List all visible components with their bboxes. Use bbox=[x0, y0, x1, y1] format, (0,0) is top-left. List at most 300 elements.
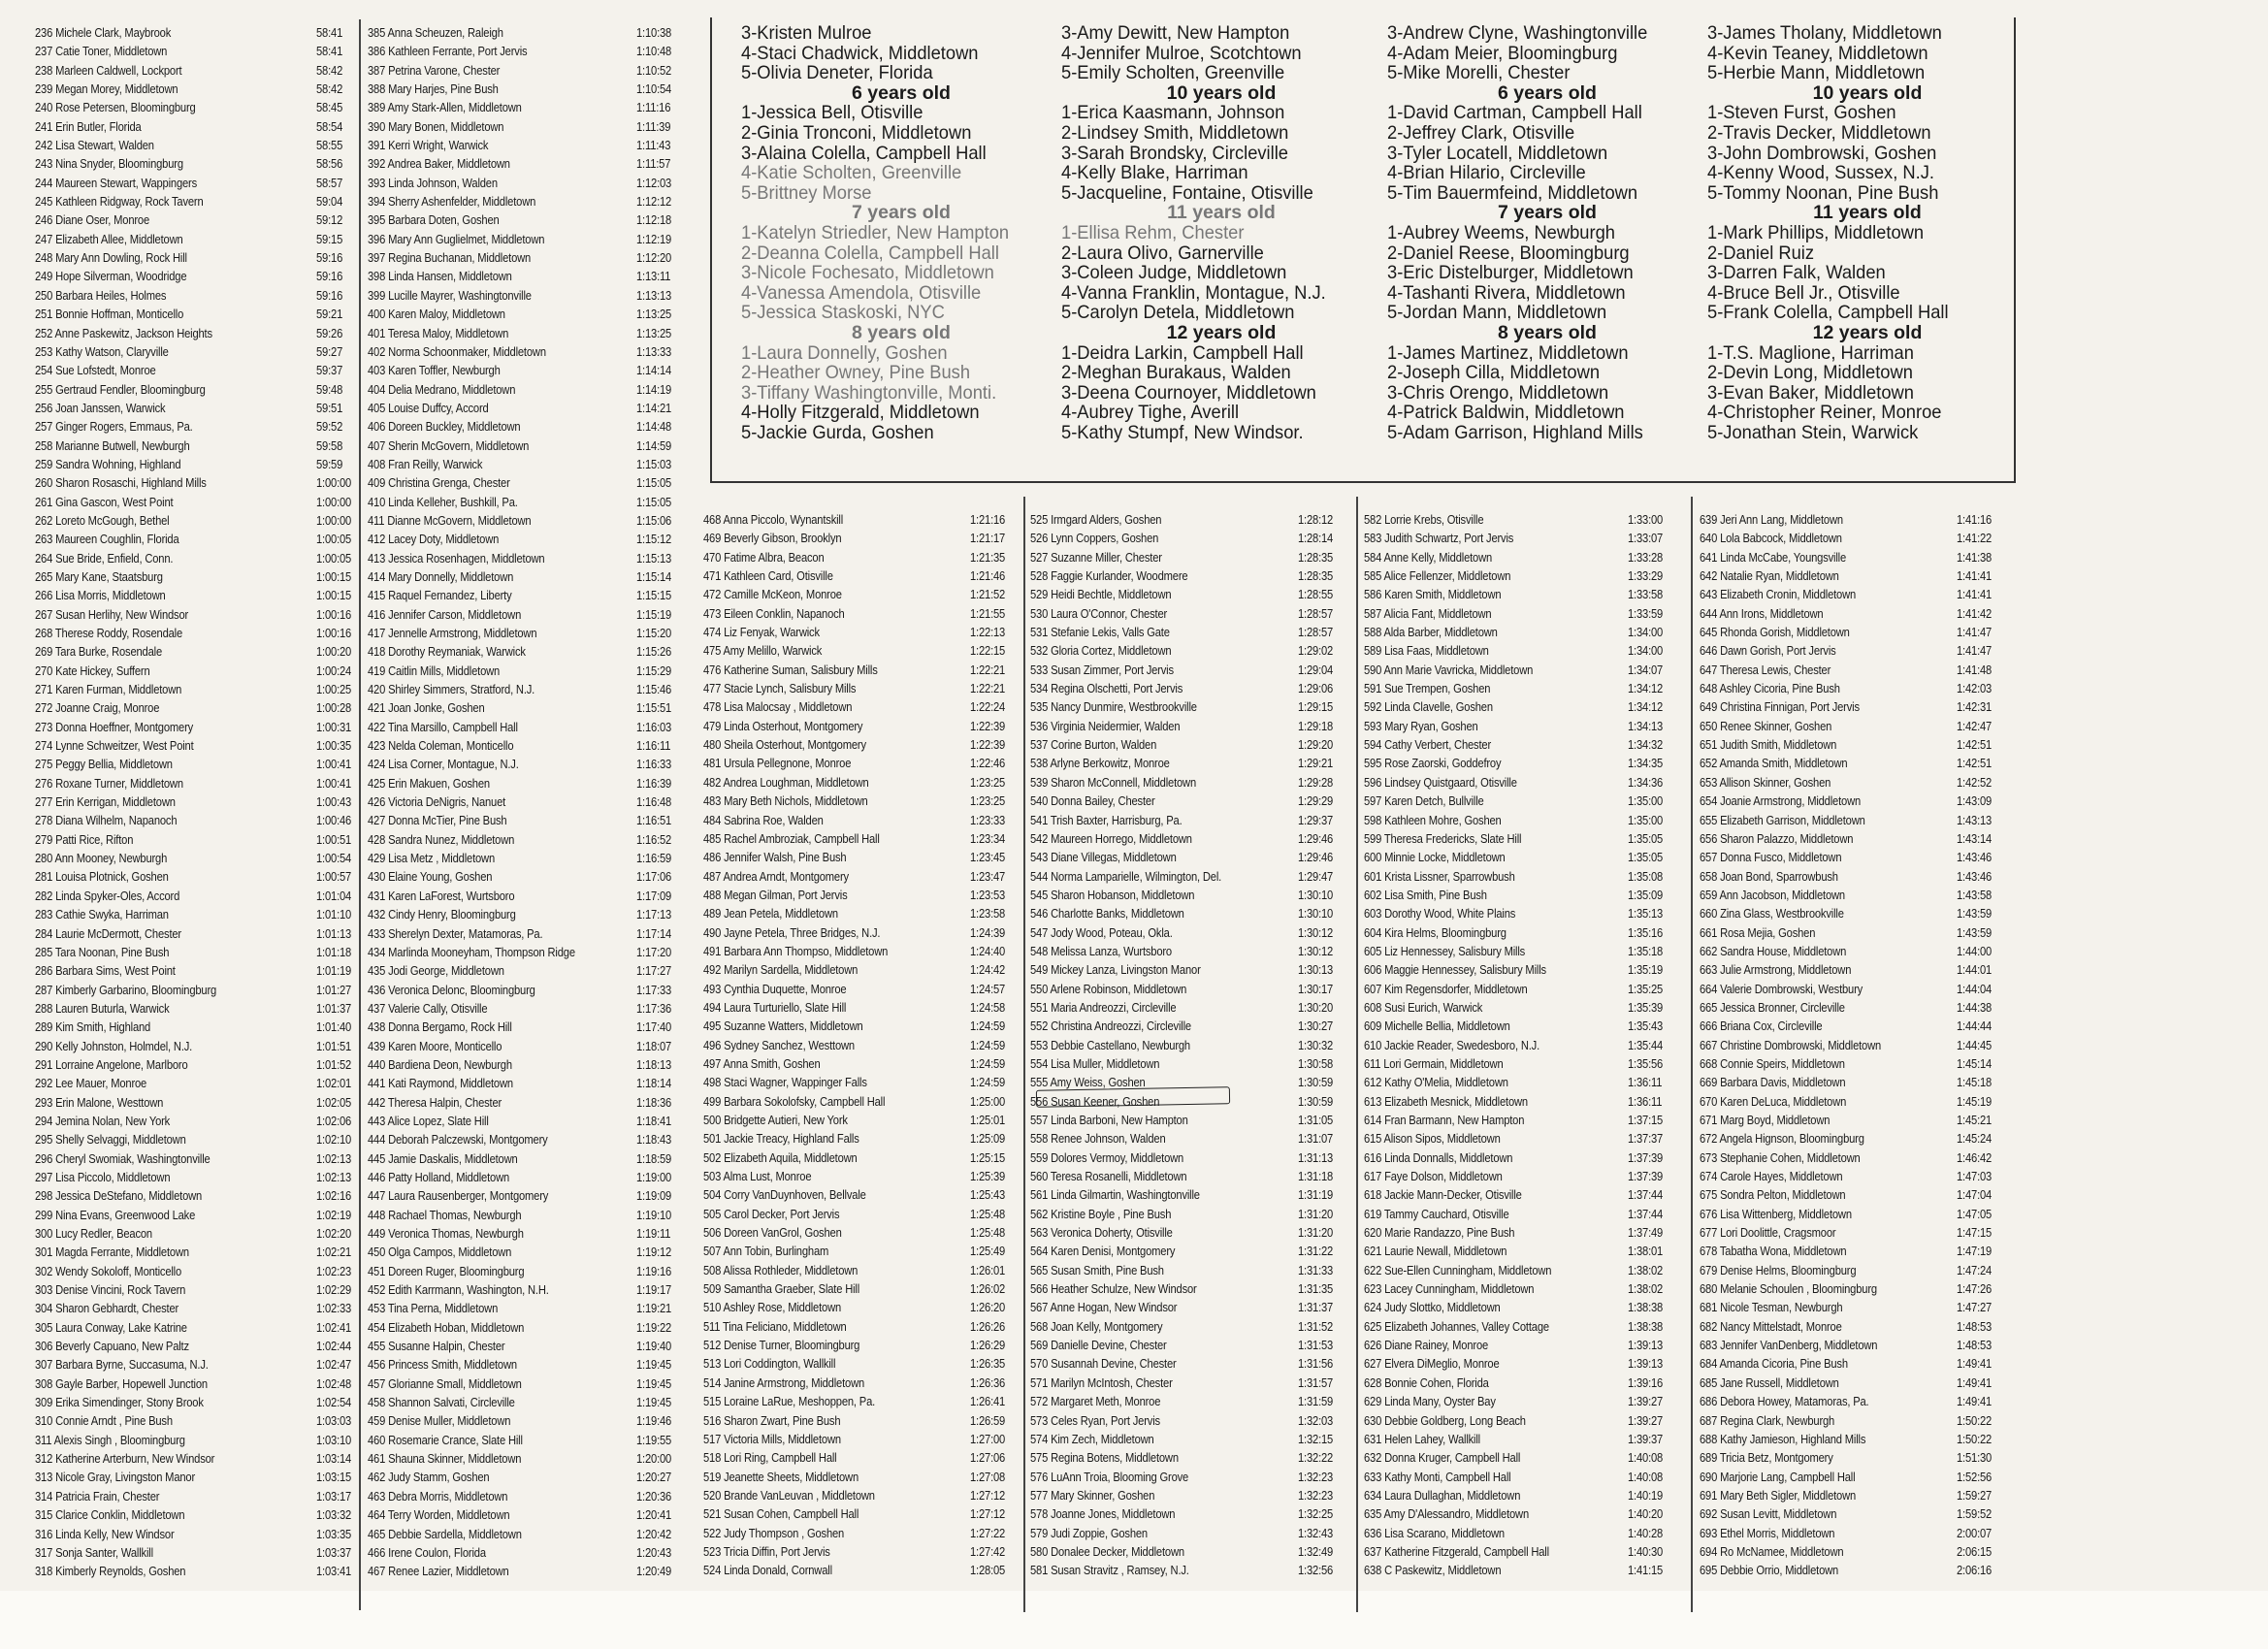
runner-name: 631 Helen Lahey, Wallkill bbox=[1364, 1431, 1480, 1446]
runner-name: 511 Tina Feliciano, Middletown bbox=[703, 1318, 847, 1334]
runner-name: 457 Glorianne Small, Middletown bbox=[368, 1375, 522, 1391]
runner-name: 317 Sonja Santer, Wallkill bbox=[35, 1544, 153, 1560]
runner-name: 296 Cheryl Swomiak, Washingtonville bbox=[35, 1150, 211, 1166]
finish-time: 1:47:15 bbox=[1957, 1225, 1993, 1241]
runner-name: 303 Denise Vincini, Rock Tavern bbox=[35, 1282, 186, 1298]
runner-name: 305 Laura Conway, Lake Katrine bbox=[35, 1319, 187, 1335]
runner-name: 542 Maureen Horrego, Middletown bbox=[1030, 830, 1192, 846]
runner-name: 469 Beverly Gibson, Brooklyn bbox=[703, 531, 842, 546]
finish-time: 1:16:52 bbox=[636, 831, 672, 847]
finish-time: 1:59:52 bbox=[1957, 1506, 1993, 1522]
finish-time: 1:48:53 bbox=[1957, 1318, 1993, 1334]
finish-time: 1:18:36 bbox=[636, 1094, 672, 1110]
runner-name: 641 Linda McCabe, Youngsville bbox=[1700, 549, 1847, 565]
runner-name: 285 Tara Noonan, Pine Bush bbox=[35, 944, 170, 959]
age-group-heading: 8 years old bbox=[1498, 321, 1597, 343]
finish-time: 1:19:11 bbox=[636, 1226, 671, 1241]
runner-name: 458 Shannon Salvati, Circleville bbox=[368, 1395, 515, 1410]
age-group-heading: 8 years old bbox=[852, 321, 951, 343]
runner-name: 656 Sharon Palazzo, Middletown bbox=[1700, 830, 1854, 846]
runner-name: 596 Lindsey Quistgaard, Otisville bbox=[1364, 774, 1517, 790]
runner-name: 610 Jackie Reader, Swedesboro, N.J. bbox=[1364, 1037, 1540, 1052]
finish-time: 1:41:41 bbox=[1957, 568, 1993, 584]
runner-name: 616 Linda Donnalls, Middletown bbox=[1364, 1149, 1513, 1165]
runner-name: 450 Olga Campos, Middletown bbox=[368, 1245, 512, 1260]
finish-time: 1:40:19 bbox=[1628, 1487, 1664, 1503]
finish-time: 1:00:24 bbox=[316, 663, 352, 678]
runner-name: 414 Mary Donnelly, Middletown bbox=[368, 568, 514, 584]
finish-time: 1:16:39 bbox=[636, 775, 672, 791]
runner-name: 287 Kimberly Garbarino, Bloomingburg bbox=[35, 982, 217, 997]
runner-name: 669 Barbara Davis, Middletown bbox=[1700, 1075, 1846, 1090]
finish-time: 1:18:59 bbox=[636, 1150, 672, 1166]
finish-time: 1:37:39 bbox=[1628, 1169, 1664, 1184]
finish-time: 1:50:22 bbox=[1957, 1412, 1993, 1428]
runner-name: 617 Faye Dolson, Middletown bbox=[1364, 1169, 1503, 1184]
finish-time: 59:04 bbox=[316, 194, 343, 210]
runner-name: 584 Anne Kelly, Middletown bbox=[1364, 549, 1493, 565]
runner-name: 298 Jessica DeStefano, Middletown bbox=[35, 1188, 203, 1204]
runner-name: 306 Beverly Capuano, New Paltz bbox=[35, 1339, 189, 1354]
finish-time: 1:00:31 bbox=[316, 719, 352, 734]
runner-name: 241 Erin Butler, Florida bbox=[35, 118, 142, 134]
finish-time: 1:27:42 bbox=[970, 1543, 1006, 1559]
runner-name: 531 Stefanie Lekis, Valls Gate bbox=[1030, 625, 1170, 640]
finish-time: 1:41:48 bbox=[1957, 662, 1993, 677]
finish-time: 1:26:59 bbox=[970, 1412, 1006, 1428]
runner-name: 244 Maureen Stewart, Wappingers bbox=[35, 175, 198, 190]
finish-time: 1:18:43 bbox=[636, 1132, 672, 1148]
finish-time: 1:20:36 bbox=[636, 1488, 672, 1504]
finish-time: 1:39:16 bbox=[1628, 1374, 1664, 1390]
runner-name: 630 Debbie Goldberg, Long Beach bbox=[1364, 1412, 1526, 1428]
finish-time: 1:31:59 bbox=[1298, 1394, 1334, 1409]
runner-name: 627 Elvera DiMeglio, Monroe bbox=[1364, 1356, 1500, 1372]
runner-name: 301 Magda Ferrante, Middletown bbox=[35, 1245, 189, 1260]
finish-time: 1:30:20 bbox=[1298, 999, 1334, 1015]
finish-time: 1:19:46 bbox=[636, 1413, 672, 1429]
runner-name: 442 Theresa Halpin, Chester bbox=[368, 1094, 502, 1110]
kids-results-box bbox=[710, 17, 2016, 483]
runner-name: 256 Joan Janssen, Warwick bbox=[35, 400, 166, 415]
finish-time: 1:02:54 bbox=[316, 1395, 352, 1410]
runner-name: 647 Theresa Lewis, Chester bbox=[1700, 662, 1831, 677]
kid-result: 3-Tyler Locatell, Middletown bbox=[1387, 142, 1608, 164]
finish-time: 1:27:12 bbox=[970, 1506, 1006, 1522]
runner-name: 678 Tabatha Wona, Middletown bbox=[1700, 1244, 1847, 1259]
finish-time: 1:28:05 bbox=[970, 1563, 1006, 1578]
finish-time: 1:20:49 bbox=[636, 1564, 672, 1579]
runner-name: 406 Doreen Buckley, Middletown bbox=[368, 419, 521, 435]
finish-time: 1:42:31 bbox=[1957, 699, 1993, 715]
finish-time: 1:29:46 bbox=[1298, 830, 1334, 846]
finish-time: 1:27:08 bbox=[970, 1469, 1006, 1484]
finish-time: 1:23:34 bbox=[970, 830, 1006, 846]
runner-name: 509 Samantha Graeber, Slate Hill bbox=[703, 1281, 860, 1297]
runner-name: 452 Edith Karrmann, Washington, N.H. bbox=[368, 1282, 549, 1298]
finish-time: 58:56 bbox=[316, 156, 343, 172]
finish-time: 1:29:15 bbox=[1298, 699, 1334, 715]
runner-name: 659 Ann Jacobson, Middletown bbox=[1700, 887, 1845, 902]
runner-name: 312 Katherine Arterburn, New Windsor bbox=[35, 1451, 215, 1467]
finish-time: 1:16:51 bbox=[636, 813, 672, 828]
runner-name: 309 Erika Simendinger, Stony Brook bbox=[35, 1395, 204, 1410]
finish-time: 59:16 bbox=[316, 269, 343, 284]
runner-name: 413 Jessica Rosenhagen, Middletown bbox=[368, 550, 545, 566]
finish-time: 1:02:48 bbox=[316, 1375, 352, 1391]
finish-time: 1:48:53 bbox=[1957, 1338, 1993, 1353]
runner-name: 689 Tricia Betz, Montgomery bbox=[1700, 1450, 1833, 1466]
finish-time: 1:19:16 bbox=[636, 1263, 672, 1278]
runner-name: 391 Kerri Wright, Warwick bbox=[368, 138, 489, 153]
finish-time: 1:15:03 bbox=[636, 456, 672, 471]
finish-time: 1:01:52 bbox=[316, 1056, 352, 1072]
kid-result: 4-Staci Chadwick, Middletown bbox=[741, 42, 979, 64]
finish-time: 1:02:16 bbox=[316, 1188, 352, 1204]
runner-name: 549 Mickey Lanza, Livingston Manor bbox=[1030, 962, 1201, 978]
finish-time: 1:47:05 bbox=[1957, 1206, 1993, 1221]
finish-time: 1:59:27 bbox=[1957, 1487, 1993, 1503]
finish-time: 1:17:20 bbox=[636, 944, 672, 959]
finish-time: 1:19:45 bbox=[636, 1357, 672, 1373]
finish-time: 1:40:08 bbox=[1628, 1469, 1664, 1484]
runner-name: 438 Donna Bergamo, Rock Hill bbox=[368, 1019, 512, 1035]
finish-time: 59:12 bbox=[316, 212, 343, 228]
finish-time: 1:21:55 bbox=[970, 605, 1006, 621]
runner-name: 395 Barbara Doten, Goshen bbox=[368, 212, 500, 228]
runner-name: 441 Kati Raymond, Middletown bbox=[368, 1076, 513, 1091]
runner-name: 412 Lacey Doty, Middletown bbox=[368, 532, 500, 547]
runner-name: 243 Nina Snyder, Bloomingburg bbox=[35, 156, 183, 172]
runner-name: 694 Ro McNamee, Middletown bbox=[1700, 1543, 1844, 1559]
runner-name: 521 Susan Cohen, Campbell Hall bbox=[703, 1506, 859, 1522]
finish-time: 1:29:46 bbox=[1298, 850, 1334, 865]
runner-name: 308 Gayle Barber, Hopewell Junction bbox=[35, 1375, 208, 1391]
finish-time: 58:45 bbox=[316, 100, 343, 115]
finish-time: 1:45:18 bbox=[1957, 1075, 1993, 1090]
runner-name: 396 Mary Ann Guglielmet, Middletown bbox=[368, 231, 545, 246]
finish-time: 1:25:48 bbox=[970, 1225, 1006, 1241]
finish-time: 1:25:43 bbox=[970, 1187, 1006, 1203]
runner-name: 393 Linda Johnson, Walden bbox=[368, 175, 498, 190]
finish-time: 1:19:00 bbox=[636, 1169, 672, 1184]
runner-name: 272 Joanne Craig, Monroe bbox=[35, 700, 160, 716]
kid-result: 3-Chris Orengo, Middletown bbox=[1387, 381, 1609, 404]
runner-name: 269 Tara Burke, Rosendale bbox=[35, 644, 162, 660]
runner-name: 262 Loreto McGough, Bethel bbox=[35, 512, 170, 528]
runner-name: 385 Anna Scheuzen, Raleigh bbox=[368, 25, 503, 40]
finish-time: 1:32:22 bbox=[1298, 1450, 1334, 1466]
kid-result: 3-John Dombrowski, Goshen bbox=[1707, 142, 1937, 164]
finish-time: 1:20:42 bbox=[636, 1526, 672, 1541]
finish-time: 1:18:14 bbox=[636, 1076, 672, 1091]
kid-result: 4-Tashanti Rivera, Middletown bbox=[1387, 281, 1626, 304]
kid-result: 5-Frank Colella, Campbell Hall bbox=[1707, 302, 1949, 324]
finish-time: 1:30:10 bbox=[1298, 887, 1334, 902]
kids-column-girls-a bbox=[741, 23, 1061, 442]
runner-name: 695 Debbie Orrio, Middletown bbox=[1700, 1563, 1839, 1578]
runner-name: 622 Sue-Ellen Cunningham, Middletown bbox=[1364, 1262, 1552, 1277]
finish-time: 1:31:07 bbox=[1298, 1131, 1334, 1147]
runner-name: 290 Kelly Johnston, Holmdel, N.J. bbox=[35, 1038, 193, 1053]
runner-name: 496 Sydney Sanchez, Westtown bbox=[703, 1037, 855, 1052]
handwritten-box-mark bbox=[1036, 1086, 1230, 1107]
kid-result: 2-Ginia Tronconi, Middletown bbox=[741, 121, 972, 144]
runner-name: 635 Amy D'Alessandro, Middletown bbox=[1364, 1506, 1530, 1522]
age-group-heading: 6 years old bbox=[1498, 81, 1597, 104]
kid-result: 2-Devin Long, Middletown bbox=[1707, 362, 1913, 384]
finish-time: 1:46:42 bbox=[1957, 1149, 1993, 1165]
finish-time: 1:22:21 bbox=[970, 662, 1006, 677]
finish-time: 1:18:41 bbox=[636, 1113, 672, 1128]
kid-result: 1-Jessica Bell, Otisville bbox=[741, 102, 923, 124]
finish-time: 1:44:38 bbox=[1957, 999, 1993, 1015]
finish-time: 1:23:25 bbox=[970, 793, 1006, 809]
finish-time: 1:30:17 bbox=[1298, 981, 1334, 996]
finish-time: 1:12:20 bbox=[636, 250, 672, 266]
kid-result: 2-Daniel Reese, Bloomingburg bbox=[1387, 242, 1630, 264]
finish-time: 1:15:06 bbox=[636, 512, 672, 528]
runner-name: 430 Elaine Young, Goshen bbox=[368, 869, 493, 885]
runner-name: 559 Dolores Vermoy, Middletown bbox=[1030, 1149, 1184, 1165]
kid-result: 1-T.S. Maglione, Harriman bbox=[1707, 341, 1914, 364]
finish-time: 1:45:21 bbox=[1957, 1113, 1993, 1127]
finish-time: 1:17:14 bbox=[636, 925, 672, 941]
runner-name: 397 Regina Buchanan, Middletown bbox=[368, 250, 532, 266]
runner-name: 555 Amy Weiss, Goshen bbox=[1030, 1075, 1146, 1090]
finish-time: 1:37:15 bbox=[1628, 1113, 1664, 1127]
runner-name: 513 Lori Coddington, Wallkill bbox=[703, 1356, 836, 1372]
runner-name: 599 Theresa Fredericks, Slate Hill bbox=[1364, 830, 1522, 846]
runner-name: 282 Linda Spyker-Oles, Accord bbox=[35, 888, 180, 903]
finish-time: 1:35:19 bbox=[1628, 962, 1664, 978]
finish-time: 1:34:13 bbox=[1628, 718, 1664, 733]
runner-name: 279 Patti Rice, Rifton bbox=[35, 831, 134, 847]
runner-name: 652 Amanda Smith, Middletown bbox=[1700, 756, 1848, 771]
finish-time: 1:44:45 bbox=[1957, 1037, 1993, 1052]
runner-name: 466 Irene Coulon, Florida bbox=[368, 1544, 486, 1560]
runner-name: 615 Alison Sipos, Middletown bbox=[1364, 1131, 1501, 1147]
finish-time: 1:32:03 bbox=[1298, 1412, 1334, 1428]
kid-result: 5-Kathy Stumpf, New Windsor. bbox=[1061, 421, 1304, 443]
runner-name: 585 Alice Fellenzer, Middletown bbox=[1364, 568, 1511, 584]
runner-name: 489 Jean Petela, Middletown bbox=[703, 906, 838, 922]
finish-time: 59:26 bbox=[316, 325, 343, 340]
runner-name: 260 Sharon Rosaschi, Highland Mills bbox=[35, 475, 207, 491]
finish-time: 1:12:03 bbox=[636, 175, 672, 190]
runner-name: 259 Sandra Wohning, Highland bbox=[35, 456, 181, 471]
runner-name: 310 Connie Arndt , Pine Bush bbox=[35, 1413, 173, 1429]
runner-name: 445 Jamie Daskalis, Middletown bbox=[368, 1150, 518, 1166]
kid-result: 3-James Tholany, Middletown bbox=[1707, 22, 1942, 44]
runner-name: 592 Linda Clavelle, Goshen bbox=[1364, 699, 1493, 715]
runner-name: 618 Jackie Mann-Decker, Otisville bbox=[1364, 1187, 1522, 1203]
runner-name: 399 Lucille Mayrer, Washingtonville bbox=[368, 287, 532, 303]
runner-name: 456 Princess Smith, Middletown bbox=[368, 1357, 517, 1373]
finish-time: 1:30:59 bbox=[1298, 1075, 1334, 1090]
runner-name: 684 Amanda Cicoria, Pine Bush bbox=[1700, 1356, 1848, 1372]
runner-name: 517 Victoria Mills, Middletown bbox=[703, 1431, 841, 1446]
runner-name: 692 Susan Levitt, Middletown bbox=[1700, 1506, 1837, 1522]
runner-name: 403 Karen Toffler, Newburgh bbox=[368, 363, 501, 378]
kid-result: 4-Christopher Reiner, Monroe bbox=[1707, 402, 1942, 424]
finish-time: 1:01:51 bbox=[316, 1038, 352, 1053]
column-rule bbox=[1356, 497, 1358, 1612]
finish-time: 1:44:01 bbox=[1957, 962, 1993, 978]
finish-time: 1:30:13 bbox=[1298, 962, 1334, 978]
runner-name: 601 Krista Lissner, Sparrowbush bbox=[1364, 868, 1515, 884]
runner-name: 273 Donna Hoeffner, Montgomery bbox=[35, 719, 194, 734]
runner-name: 431 Karen LaForest, Wurtsboro bbox=[368, 888, 515, 903]
runner-name: 576 LuAnn Troia, Blooming Grove bbox=[1030, 1469, 1189, 1484]
finish-time: 1:17:33 bbox=[636, 982, 672, 997]
finish-time: 1:26:01 bbox=[970, 1262, 1006, 1277]
finish-time: 1:12:19 bbox=[636, 231, 672, 246]
finish-time: 1:28:35 bbox=[1298, 549, 1334, 565]
age-group-heading: 6 years old bbox=[852, 81, 951, 104]
runner-name: 286 Barbara Sims, West Point bbox=[35, 963, 176, 979]
finish-time: 1:00:16 bbox=[316, 626, 352, 640]
finish-time: 1:31:13 bbox=[1298, 1149, 1334, 1165]
finish-time: 1:43:13 bbox=[1957, 812, 1993, 827]
runner-name: 545 Sharon Hobanson, Middletown bbox=[1030, 887, 1195, 902]
finish-time: 1:42:47 bbox=[1957, 718, 1993, 733]
runner-name: 433 Sherelyn Dexter, Matamoras, Pa. bbox=[368, 925, 543, 941]
finish-time: 1:20:00 bbox=[636, 1451, 672, 1467]
runner-name: 281 Louisa Plotnick, Goshen bbox=[35, 869, 169, 885]
runner-name: 467 Renee Lazier, Middletown bbox=[368, 1564, 509, 1579]
runner-name: 608 Susi Eurich, Warwick bbox=[1364, 999, 1483, 1015]
finish-time: 1:21:52 bbox=[970, 587, 1006, 602]
runner-name: 283 Cathie Swyka, Harriman bbox=[35, 907, 169, 922]
kid-result: 4-Kenny Wood, Sussex, N.J. bbox=[1707, 162, 1934, 184]
finish-time: 1:00:57 bbox=[316, 869, 352, 885]
finish-time: 1:15:20 bbox=[636, 626, 672, 640]
age-group-heading: 11 years old bbox=[1813, 202, 1922, 224]
runner-name: 620 Marie Randazzo, Pine Bush bbox=[1364, 1225, 1515, 1241]
runner-name: 588 Alda Barber, Middletown bbox=[1364, 625, 1498, 640]
runner-name: 657 Donna Fusco, Middletown bbox=[1700, 850, 1842, 865]
runner-name: 476 Katherine Suman, Salisbury Mills bbox=[703, 662, 878, 677]
runner-name: 575 Regina Botens, Middletown bbox=[1030, 1450, 1179, 1466]
finish-time: 59:48 bbox=[316, 381, 343, 397]
finish-time: 1:26:02 bbox=[970, 1281, 1006, 1297]
runner-name: 687 Regina Clark, Newburgh bbox=[1700, 1412, 1835, 1428]
finish-time: 1:35:13 bbox=[1628, 906, 1664, 922]
runner-name: 629 Linda Many, Oyster Bay bbox=[1364, 1394, 1496, 1409]
finish-time: 1:24:59 bbox=[970, 1018, 1006, 1034]
finish-time: 1:35:18 bbox=[1628, 943, 1664, 958]
finish-time: 1:35:00 bbox=[1628, 793, 1664, 809]
finish-time: 59:52 bbox=[316, 419, 343, 435]
finish-time: 1:03:32 bbox=[316, 1507, 352, 1523]
finish-time: 1:00:35 bbox=[316, 738, 352, 754]
finish-time: 1:31:19 bbox=[1298, 1187, 1334, 1203]
runner-name: 547 Jody Wood, Poteau, Okla. bbox=[1030, 924, 1173, 940]
kid-result: 5-Herbie Mann, Middletown bbox=[1707, 62, 1926, 84]
runner-name: 515 Loraine LaRue, Meshoppen, Pa. bbox=[703, 1394, 876, 1409]
finish-time: 1:29:37 bbox=[1298, 812, 1334, 827]
runner-name: 390 Mary Bonen, Middletown bbox=[368, 118, 504, 134]
kid-result: 5-Olivia Deneter, Florida bbox=[741, 62, 933, 84]
finish-time: 1:00:51 bbox=[316, 831, 352, 847]
runner-name: 668 Connie Speirs, Middletown bbox=[1700, 1055, 1845, 1071]
kid-result: 4-Adam Meier, Bloomingburg bbox=[1387, 42, 1618, 64]
finish-time: 1:00:00 bbox=[316, 512, 352, 528]
finish-time: 1:33:28 bbox=[1628, 549, 1664, 565]
runner-name: 670 Karen DeLuca, Middletown bbox=[1700, 1093, 1847, 1109]
runner-name: 685 Jane Russell, Middletown bbox=[1700, 1374, 1839, 1390]
kids-column-boys-b bbox=[1707, 23, 2027, 442]
finish-time: 1:35:56 bbox=[1628, 1055, 1664, 1071]
finish-time: 1:29:18 bbox=[1298, 718, 1334, 733]
runner-name: 404 Delia Medrano, Middletown bbox=[368, 381, 516, 397]
runner-name: 487 Andrea Arndt, Montgomery bbox=[703, 868, 849, 884]
runner-name: 540 Donna Bailey, Chester bbox=[1030, 793, 1155, 809]
finish-time: 1:47:27 bbox=[1957, 1300, 1993, 1315]
kid-result: 1-David Cartman, Campbell Hall bbox=[1387, 102, 1642, 124]
runner-name: 453 Tina Perna, Middletown bbox=[368, 1301, 499, 1316]
runner-name: 249 Hope Silverman, Woodridge bbox=[35, 269, 187, 284]
finish-time: 1:49:41 bbox=[1957, 1394, 1993, 1409]
finish-time: 1:39:13 bbox=[1628, 1356, 1664, 1372]
kid-result: 4-Bruce Bell Jr., Otisville bbox=[1707, 281, 1900, 304]
finish-time: 1:43:14 bbox=[1957, 830, 1993, 846]
finish-time: 1:11:57 bbox=[636, 156, 671, 172]
runner-name: 432 Cindy Henry, Bloomingburg bbox=[368, 907, 516, 922]
finish-time: 1:26:26 bbox=[970, 1318, 1006, 1334]
finish-time: 1:30:59 bbox=[1298, 1093, 1334, 1109]
finish-time: 1:01:13 bbox=[316, 925, 352, 941]
finish-time: 1:02:33 bbox=[316, 1301, 352, 1316]
finish-time: 1:15:46 bbox=[636, 682, 672, 697]
runner-name: 593 Mary Ryan, Goshen bbox=[1364, 718, 1478, 733]
finish-time: 1:14:14 bbox=[636, 363, 672, 378]
finish-time: 1:22:13 bbox=[970, 625, 1006, 640]
finish-time: 1:00:46 bbox=[316, 813, 352, 828]
finish-time: 1:26:29 bbox=[970, 1338, 1006, 1353]
finish-time: 1:32:49 bbox=[1298, 1543, 1334, 1559]
runner-name: 294 Jemina Nolan, New York bbox=[35, 1113, 171, 1128]
finish-time: 1:19:40 bbox=[636, 1339, 672, 1354]
finish-time: 1:25:01 bbox=[970, 1113, 1006, 1127]
runner-name: 591 Sue Trempen, Goshen bbox=[1364, 681, 1491, 696]
finish-time: 1:39:27 bbox=[1628, 1412, 1664, 1428]
finish-time: 1:33:00 bbox=[1628, 512, 1664, 527]
runner-name: 604 Kira Helms, Bloomingburg bbox=[1364, 924, 1507, 940]
runner-name: 666 Briana Cox, Circleville bbox=[1700, 1018, 1823, 1034]
finish-time: 1:39:27 bbox=[1628, 1394, 1664, 1409]
runner-name: 523 Tricia Diffin, Port Jervis bbox=[703, 1543, 830, 1559]
runner-name: 316 Linda Kelly, New Windsor bbox=[35, 1526, 175, 1541]
runner-name: 677 Lori Doolittle, Cragsmoor bbox=[1700, 1225, 1836, 1241]
finish-time: 1:21:16 bbox=[970, 512, 1006, 527]
finish-time: 1:34:12 bbox=[1628, 699, 1664, 715]
runner-name: 295 Shelly Selvaggi, Middletown bbox=[35, 1132, 186, 1148]
runner-name: 526 Lynn Coppers, Goshen bbox=[1030, 531, 1159, 546]
finish-time: 1:11:43 bbox=[636, 138, 671, 153]
runner-name: 525 Irmgard Alders, Goshen bbox=[1030, 512, 1162, 527]
finish-time: 1:19:21 bbox=[636, 1301, 672, 1316]
kid-result: 1-Katelyn Striedler, New Hampton bbox=[741, 221, 1010, 243]
kid-result: 3-Evan Baker, Middletown bbox=[1707, 381, 1914, 404]
runner-name: 553 Debbie Castellano, Newburgh bbox=[1030, 1037, 1190, 1052]
age-group-heading: 11 years old bbox=[1167, 202, 1276, 224]
finish-time: 59:16 bbox=[316, 287, 343, 303]
finish-time: 1:35:16 bbox=[1628, 924, 1664, 940]
finish-time: 1:43:58 bbox=[1957, 887, 1993, 902]
runner-name: 560 Teresa Rosanelli, Middletown bbox=[1030, 1169, 1187, 1184]
